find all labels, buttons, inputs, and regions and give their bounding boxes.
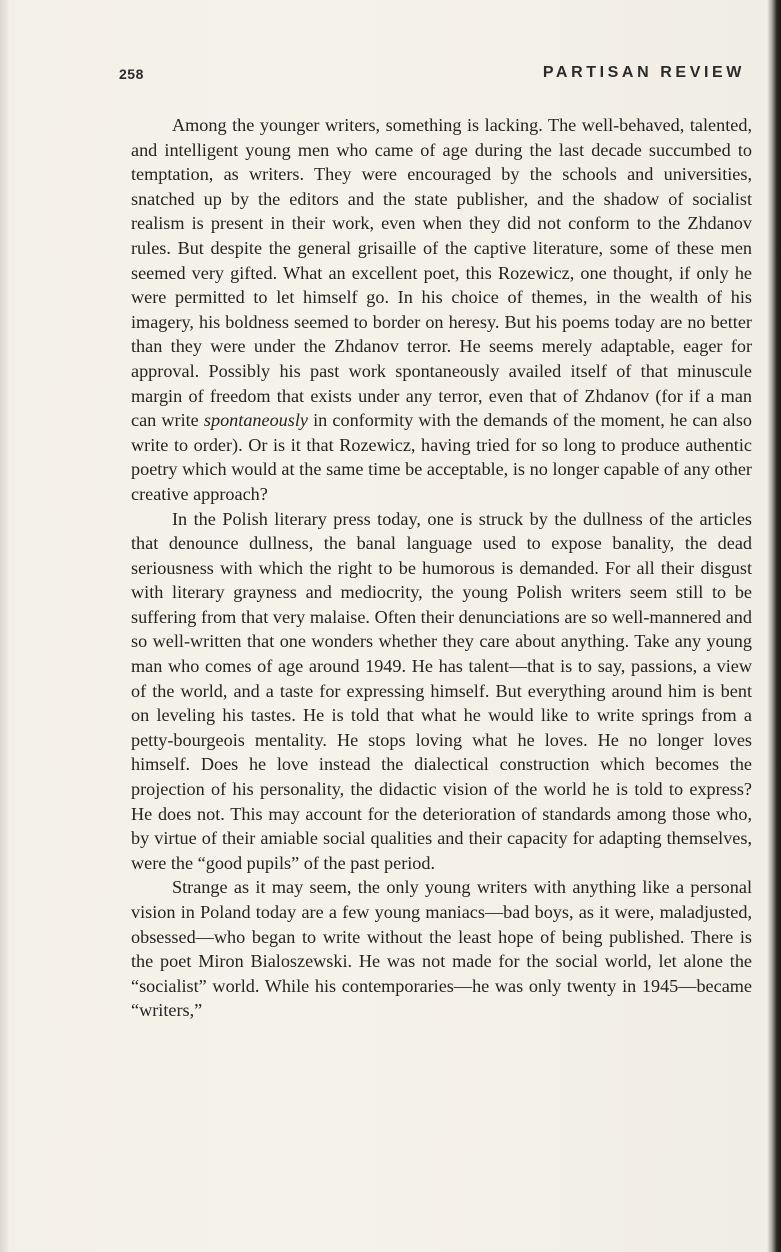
paragraph-3: Strange as it may seem, the only young writers with anything like a personal vision in Poland today are a few young maniacs—bad boys, as it were, maladjusted, obsessed—who began to write without the least hope of being published. There is the poet Miron Bialoszewski. He was not made for the social world, let alone the “socialist” world. While his contemporaries—he was only twenty in 1945—became “writers,”: [131, 877, 752, 1021]
paragraph-1-text-a: Among the younger writers, something is lacking. The well-behaved, talented, and intelligent young men who came of age during the last decade succumbed to temptation, as writers. They were encouraged by the schools and universities, snatched up by the editors and the state publisher, and the shadow of socialist realism is present in their work, even when they did not conform to the Zhdanov rules. But despite the general grisaille of the captive literature, some of these men seemed very gifted. What an excellent poet, this Rozewicz, one thought, if only he were permitted to let himself go. In his choice of themes, in the wealth of his imagery, his boldness seemed to border on heresy. But his poems today are no better than they were under the Zhdanov terror. He seems merely adaptable, eager for approval. Possibly his past work spontaneously availed itself of that minuscule margin of freedom that exists under any terror, even that of Zhdanov (for if a man can write: [131, 115, 752, 431]
page-header: [119, 64, 745, 88]
paragraph-2: In the Polish literary press today, one is struck by the dullness of the articles that denounce dullness, the banal language used to expose banality, the dead seriousness with which the right to be humorous is demanded. For all their disgust with literary grayness and mediocrity, the young Polish writers seem still to be suffering from that very malaise. Often their denunciations are so well-mannered and so well-written that one wonders whether they care about anything. Take any young man who comes of age around 1949. He has talent—that is to say, passions, a view of the world, and a taste for expressing himself. But everything around him is bent on leveling his tastes. He is told that what he would like to write springs from a petty-bourgeois mentality. He stops loving what he loves. He no longer loves himself. Does he love instead the dialectical construction which becomes the projection of his personality, the didactic vision of the world he is told to express? He does not. This may account for the deterioration of standards among those who, by virtue of their amiable social qualities and their capacity for adapting themselves, were the “good pupils” of the past period.: [131, 508, 752, 873]
body-text: [131, 113, 752, 1023]
paragraph-1: [131, 113, 752, 507]
page-left-edge: [0, 0, 10, 1252]
paragraph-1-text-b: in conformity with the demands of the moment, he can also write to order). Or is it that Rozewicz, having tried for so long to produce authentic poetry which would at the same time be acceptable, is no longer capable of any other creative approach?: [131, 410, 753, 504]
page-spine-edge: [767, 0, 781, 1252]
page-number: 258: [119, 66, 144, 82]
paragraph-1-italic: spontaneously: [203, 410, 308, 431]
running-head: PARTISAN REVIEW: [542, 64, 745, 81]
